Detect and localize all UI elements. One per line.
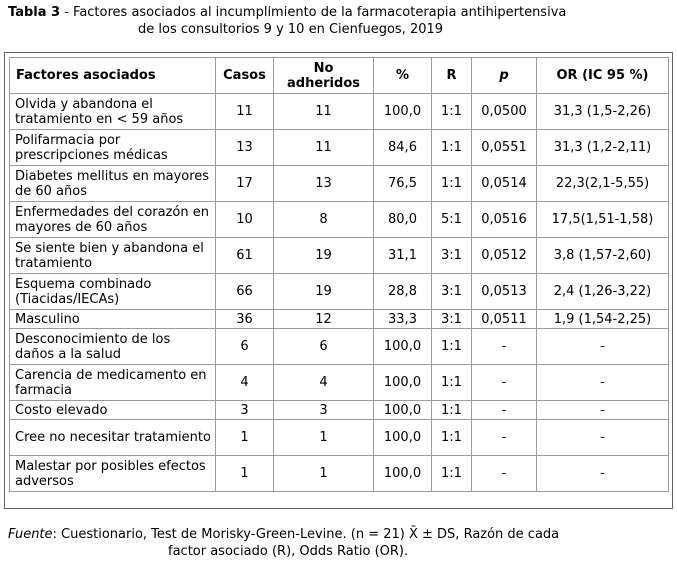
table-row	[10, 401, 669, 420]
cell-casos: 1	[216, 420, 274, 456]
cell-factor: Esquema combinado (Tiacidas/IECAs)	[10, 274, 216, 310]
cell-r: 1:1	[432, 401, 472, 420]
cell-or: 31,3 (1,2-2,11)	[537, 130, 669, 166]
cell-pct: 100,0	[374, 420, 432, 456]
cell-or: 31,3 (1,5-2,26)	[537, 94, 669, 130]
cell-or: 22,3(2,1-5,55)	[537, 166, 669, 202]
caption-line-1: - Factores asociados al incumplimiento de la farmacoterapia antihipertensiva	[60, 5, 567, 20]
cell-p: 0,0512	[472, 238, 537, 274]
header-no-adheridos: No adheridos	[274, 58, 374, 94]
table-row	[10, 310, 669, 329]
cell-or: 2,4 (1,26-3,22)	[537, 274, 669, 310]
cell-factor: Olvida y abandona el tratamiento en < 59 años	[10, 94, 216, 130]
cell-r: 3:1	[432, 310, 472, 329]
cell-factor: Enfermedades del corazón en mayores de 60 años	[10, 202, 216, 238]
cell-p: 0,0516	[472, 202, 537, 238]
cell-or: -	[537, 420, 669, 456]
footnote-line-1: : Cuestionario, Test de Morisky-Green-Levine. (n = 21) X̄ ± DS, Razón de cada	[52, 527, 560, 542]
cell-r: 1:1	[432, 456, 472, 492]
table-row	[10, 238, 669, 274]
cell-or: -	[537, 401, 669, 420]
cell-pct: 84,6	[374, 130, 432, 166]
cell-or: -	[537, 329, 669, 365]
cell-factor: Masculino	[10, 310, 216, 329]
cell-factor: Carencia de medicamento en farmacia	[10, 365, 216, 401]
header-or: OR (IC 95 %)	[537, 58, 669, 94]
cell-p: -	[472, 401, 537, 420]
table-row	[10, 456, 669, 492]
cell-factor: Diabetes mellitus en mayores de 60 años	[10, 166, 216, 202]
footnote-label: Fuente	[8, 527, 53, 542]
header-row	[10, 58, 669, 94]
cell-factor: Cree no necesitar tratamiento	[10, 420, 216, 456]
cell-pct: 33,3	[374, 310, 432, 329]
cell-no-adheridos: 1	[274, 456, 374, 492]
header-casos: Casos	[216, 58, 274, 94]
footnote-line-2: factor asociado (R), Odds Ratio (OR).	[168, 544, 409, 559]
table-row	[10, 202, 669, 238]
cell-casos: 17	[216, 166, 274, 202]
cell-factor: Se siente bien y abandona el tratamiento	[10, 238, 216, 274]
cell-pct: 76,5	[374, 166, 432, 202]
cell-p: -	[472, 456, 537, 492]
cell-p: 0,0500	[472, 94, 537, 130]
cell-r: 1:1	[432, 420, 472, 456]
cell-no-adheridos: 6	[274, 329, 374, 365]
caption-line-2: de los consultorios 9 y 10 en Cienfuegos, 2019	[138, 22, 444, 37]
table-row	[10, 94, 669, 130]
cell-casos: 1	[216, 456, 274, 492]
table-row	[10, 274, 669, 310]
cell-r: 1:1	[432, 365, 472, 401]
cell-no-adheridos: 11	[274, 130, 374, 166]
table-row	[10, 420, 669, 456]
cell-casos: 66	[216, 274, 274, 310]
cell-pct: 100,0	[374, 94, 432, 130]
cell-p: -	[472, 329, 537, 365]
table-caption	[8, 4, 668, 38]
cell-or: 3,8 (1,57-2,60)	[537, 238, 669, 274]
cell-no-adheridos: 13	[274, 166, 374, 202]
cell-r: 3:1	[432, 274, 472, 310]
cell-r: 1:1	[432, 94, 472, 130]
header-r: R	[432, 58, 472, 94]
cell-r: 1:1	[432, 130, 472, 166]
cell-or: 1,9 (1,54-2,25)	[537, 310, 669, 329]
cell-p: 0,0511	[472, 310, 537, 329]
cell-factor: Desconocimiento de los daños a la salud	[10, 329, 216, 365]
cell-no-adheridos: 8	[274, 202, 374, 238]
cell-p: -	[472, 365, 537, 401]
cell-or: -	[537, 365, 669, 401]
table-label: Tabla 3	[8, 5, 61, 20]
cell-pct: 31,1	[374, 238, 432, 274]
cell-casos: 13	[216, 130, 274, 166]
header-percent: %	[374, 58, 432, 94]
cell-r: 3:1	[432, 238, 472, 274]
cell-r: 1:1	[432, 166, 472, 202]
cell-p: 0,0514	[472, 166, 537, 202]
table-row	[10, 329, 669, 365]
cell-casos: 11	[216, 94, 274, 130]
cell-no-adheridos: 4	[274, 365, 374, 401]
cell-r: 1:1	[432, 329, 472, 365]
table-row	[10, 130, 669, 166]
cell-no-adheridos: 11	[274, 94, 374, 130]
cell-pct: 100,0	[374, 456, 432, 492]
cell-p: -	[472, 420, 537, 456]
cell-factor: Costo elevado	[10, 401, 216, 420]
table-row	[10, 166, 669, 202]
cell-pct: 100,0	[374, 401, 432, 420]
cell-no-adheridos: 19	[274, 274, 374, 310]
cell-casos: 6	[216, 329, 274, 365]
cell-casos: 4	[216, 365, 274, 401]
cell-pct: 28,8	[374, 274, 432, 310]
table-row	[10, 365, 669, 401]
cell-no-adheridos: 19	[274, 238, 374, 274]
cell-no-adheridos: 12	[274, 310, 374, 329]
factors-table	[9, 57, 669, 492]
cell-factor: Malestar por posibles efectos adversos	[10, 456, 216, 492]
cell-or: -	[537, 456, 669, 492]
cell-casos: 61	[216, 238, 274, 274]
cell-pct: 100,0	[374, 365, 432, 401]
cell-r: 5:1	[432, 202, 472, 238]
header-p: p	[472, 58, 537, 94]
table-footnote	[8, 526, 668, 560]
cell-casos: 10	[216, 202, 274, 238]
cell-p: 0,0513	[472, 274, 537, 310]
cell-no-adheridos: 3	[274, 401, 374, 420]
cell-factor: Polifarmacia por prescripciones médicas	[10, 130, 216, 166]
cell-or: 17,5(1,51-1,58)	[537, 202, 669, 238]
cell-p: 0,0551	[472, 130, 537, 166]
cell-pct: 100,0	[374, 329, 432, 365]
cell-no-adheridos: 1	[274, 420, 374, 456]
cell-casos: 36	[216, 310, 274, 329]
cell-pct: 80,0	[374, 202, 432, 238]
header-factor: Factores asociados	[10, 58, 216, 94]
cell-casos: 3	[216, 401, 274, 420]
